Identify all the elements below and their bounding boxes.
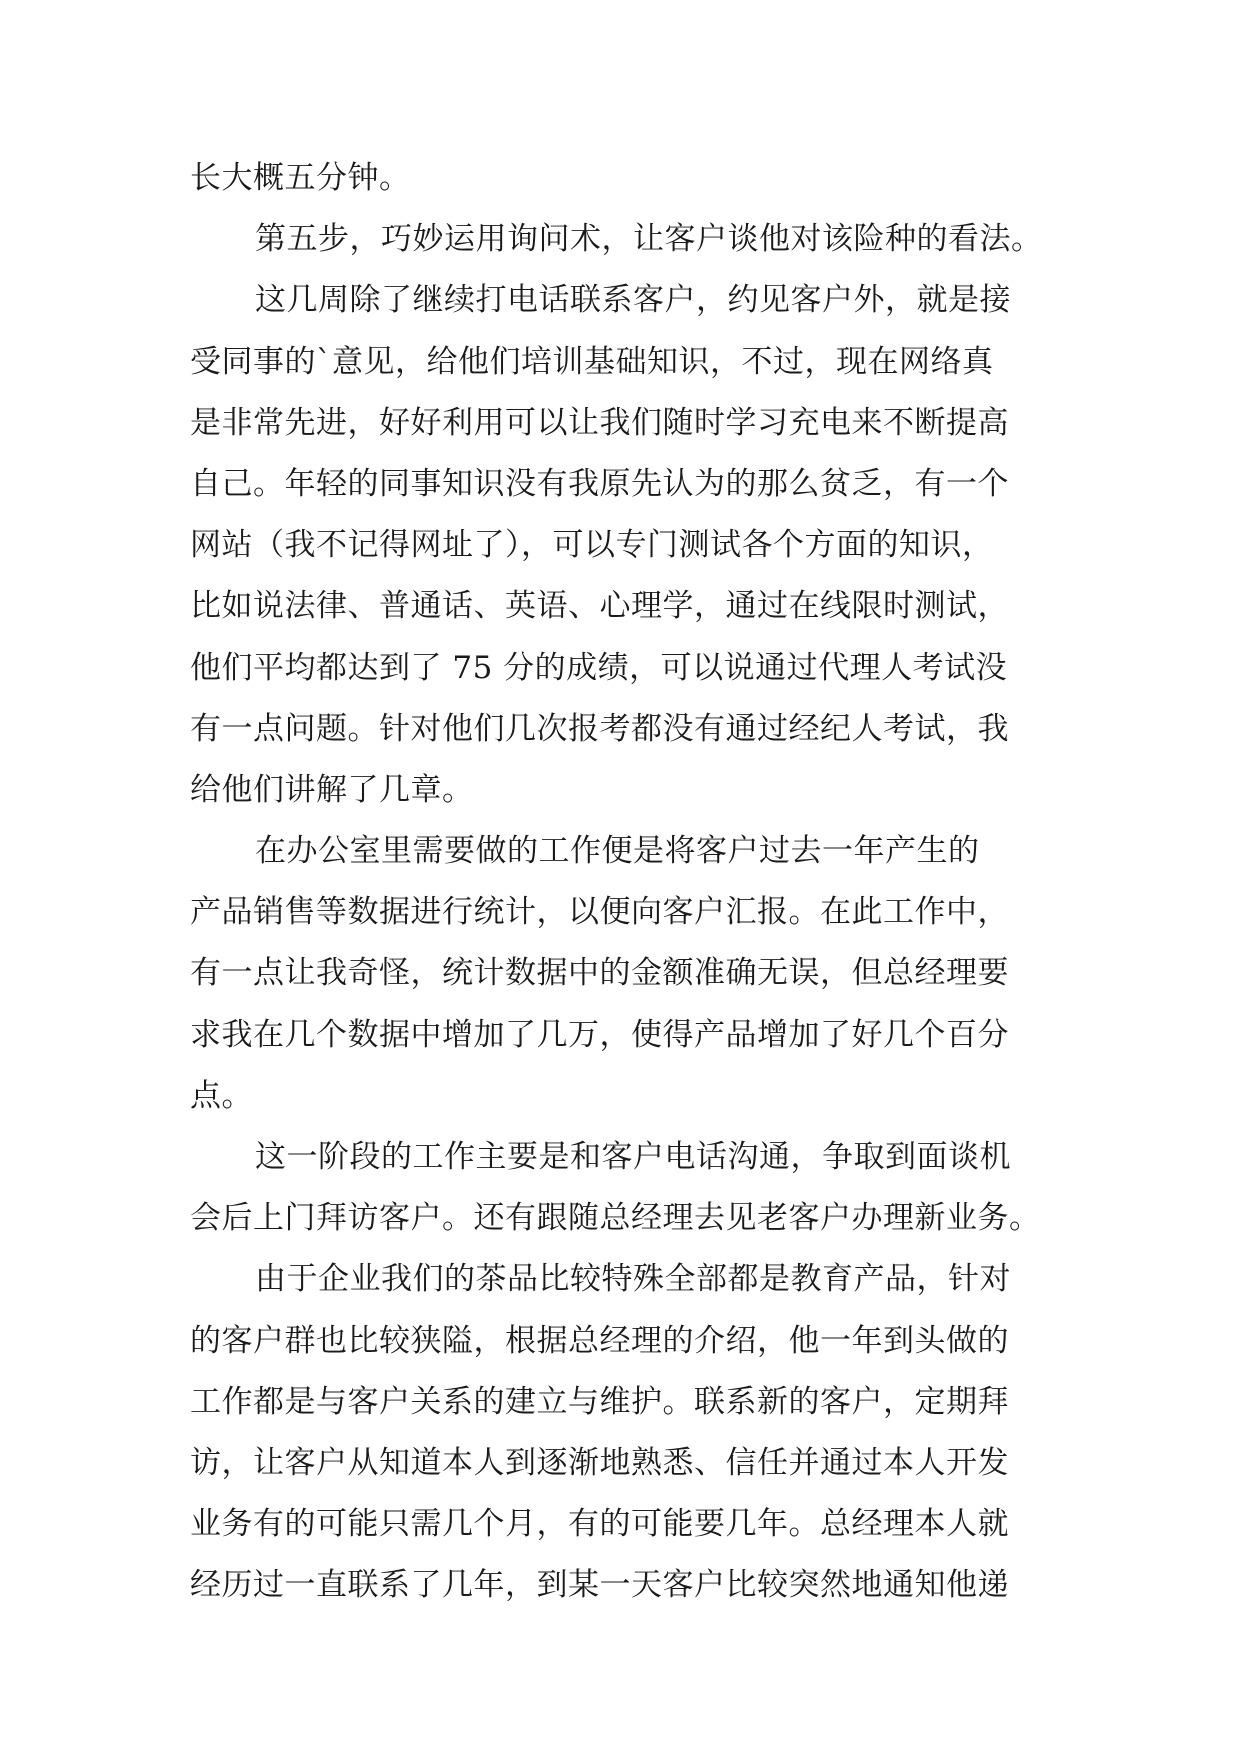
text-line: 有一点让我奇怪，统计数据中的金额准确无误，但总经理要 [190,955,1009,992]
document-body [190,148,1050,1617]
text-line: 受同事的`意见，给他们培训基础知识，不过，现在网络真 [190,343,994,380]
text-line: 长大概五分钟。 [190,160,411,196]
text-line: 自己。年轻的同事知识没有我原先认为的那么贫乏，有一个 [190,465,1009,502]
text-line: 给他们讲解了几章。 [190,771,474,808]
text-line: 是非常先进，好好利用可以让我们随时学习充电来不断提高 [190,404,1009,441]
text-line: 这一阶段的工作主要是和客户电话沟通，争取到面谈机 [255,1139,1011,1175]
text-line: 第五步，巧妙运用询问术，让客户谈他对该险种的看法。 [255,221,1043,258]
text-line: 他们平均都达到了 75 分的成绩，可以说通过代理人考试没 [190,649,1008,686]
text-line: 业务有的可能只需几个月，有的可能要几年。总经理本人就 [190,1506,1009,1543]
text-line: 访，让客户从知道本人到逐渐地熟悉、信任并通过本人开发 [190,1444,1009,1481]
text-line: 的客户群也比较狭隘，根据总经理的介绍，他一年到头做的 [190,1322,1009,1359]
text-line: 这几周除了继续打电话联系客户，约见客户外，就是接 [255,282,1011,319]
text-line: 比如说法律、普通话、英语、心理学，通过在线限时测试， [190,588,1009,625]
text-line: 由于企业我们的茶品比较特殊全部都是教育产品，针对 [255,1261,1011,1298]
text-line: 点。 [190,1077,253,1114]
text-line: 有一点问题。针对他们几次报考都没有通过经纪人考试，我 [190,710,1009,747]
text-line: 工作都是与客户关系的建立与维护。联系新的客户，定期拜 [190,1383,1009,1420]
text-line: 经历过一直联系了几年，到某一天客户比较突然地通知他递 [190,1567,1009,1604]
text-line: 产品销售等数据进行统计，以便向客户汇报。在此工作中， [190,894,1009,931]
text-line: 求我在几个数据中增加了几万，使得产品增加了好几个百分 [190,1016,1009,1053]
text-line: 网站（我不记得网址了），可以专门测试各个方面的知识， [190,527,994,564]
text-line: 会后上门拜访客户。还有跟随总经理去见老客户办理新业务。 [190,1200,1041,1237]
text-line: 在办公室里需要做的工作便是将客户过去一年产生的 [255,833,980,870]
